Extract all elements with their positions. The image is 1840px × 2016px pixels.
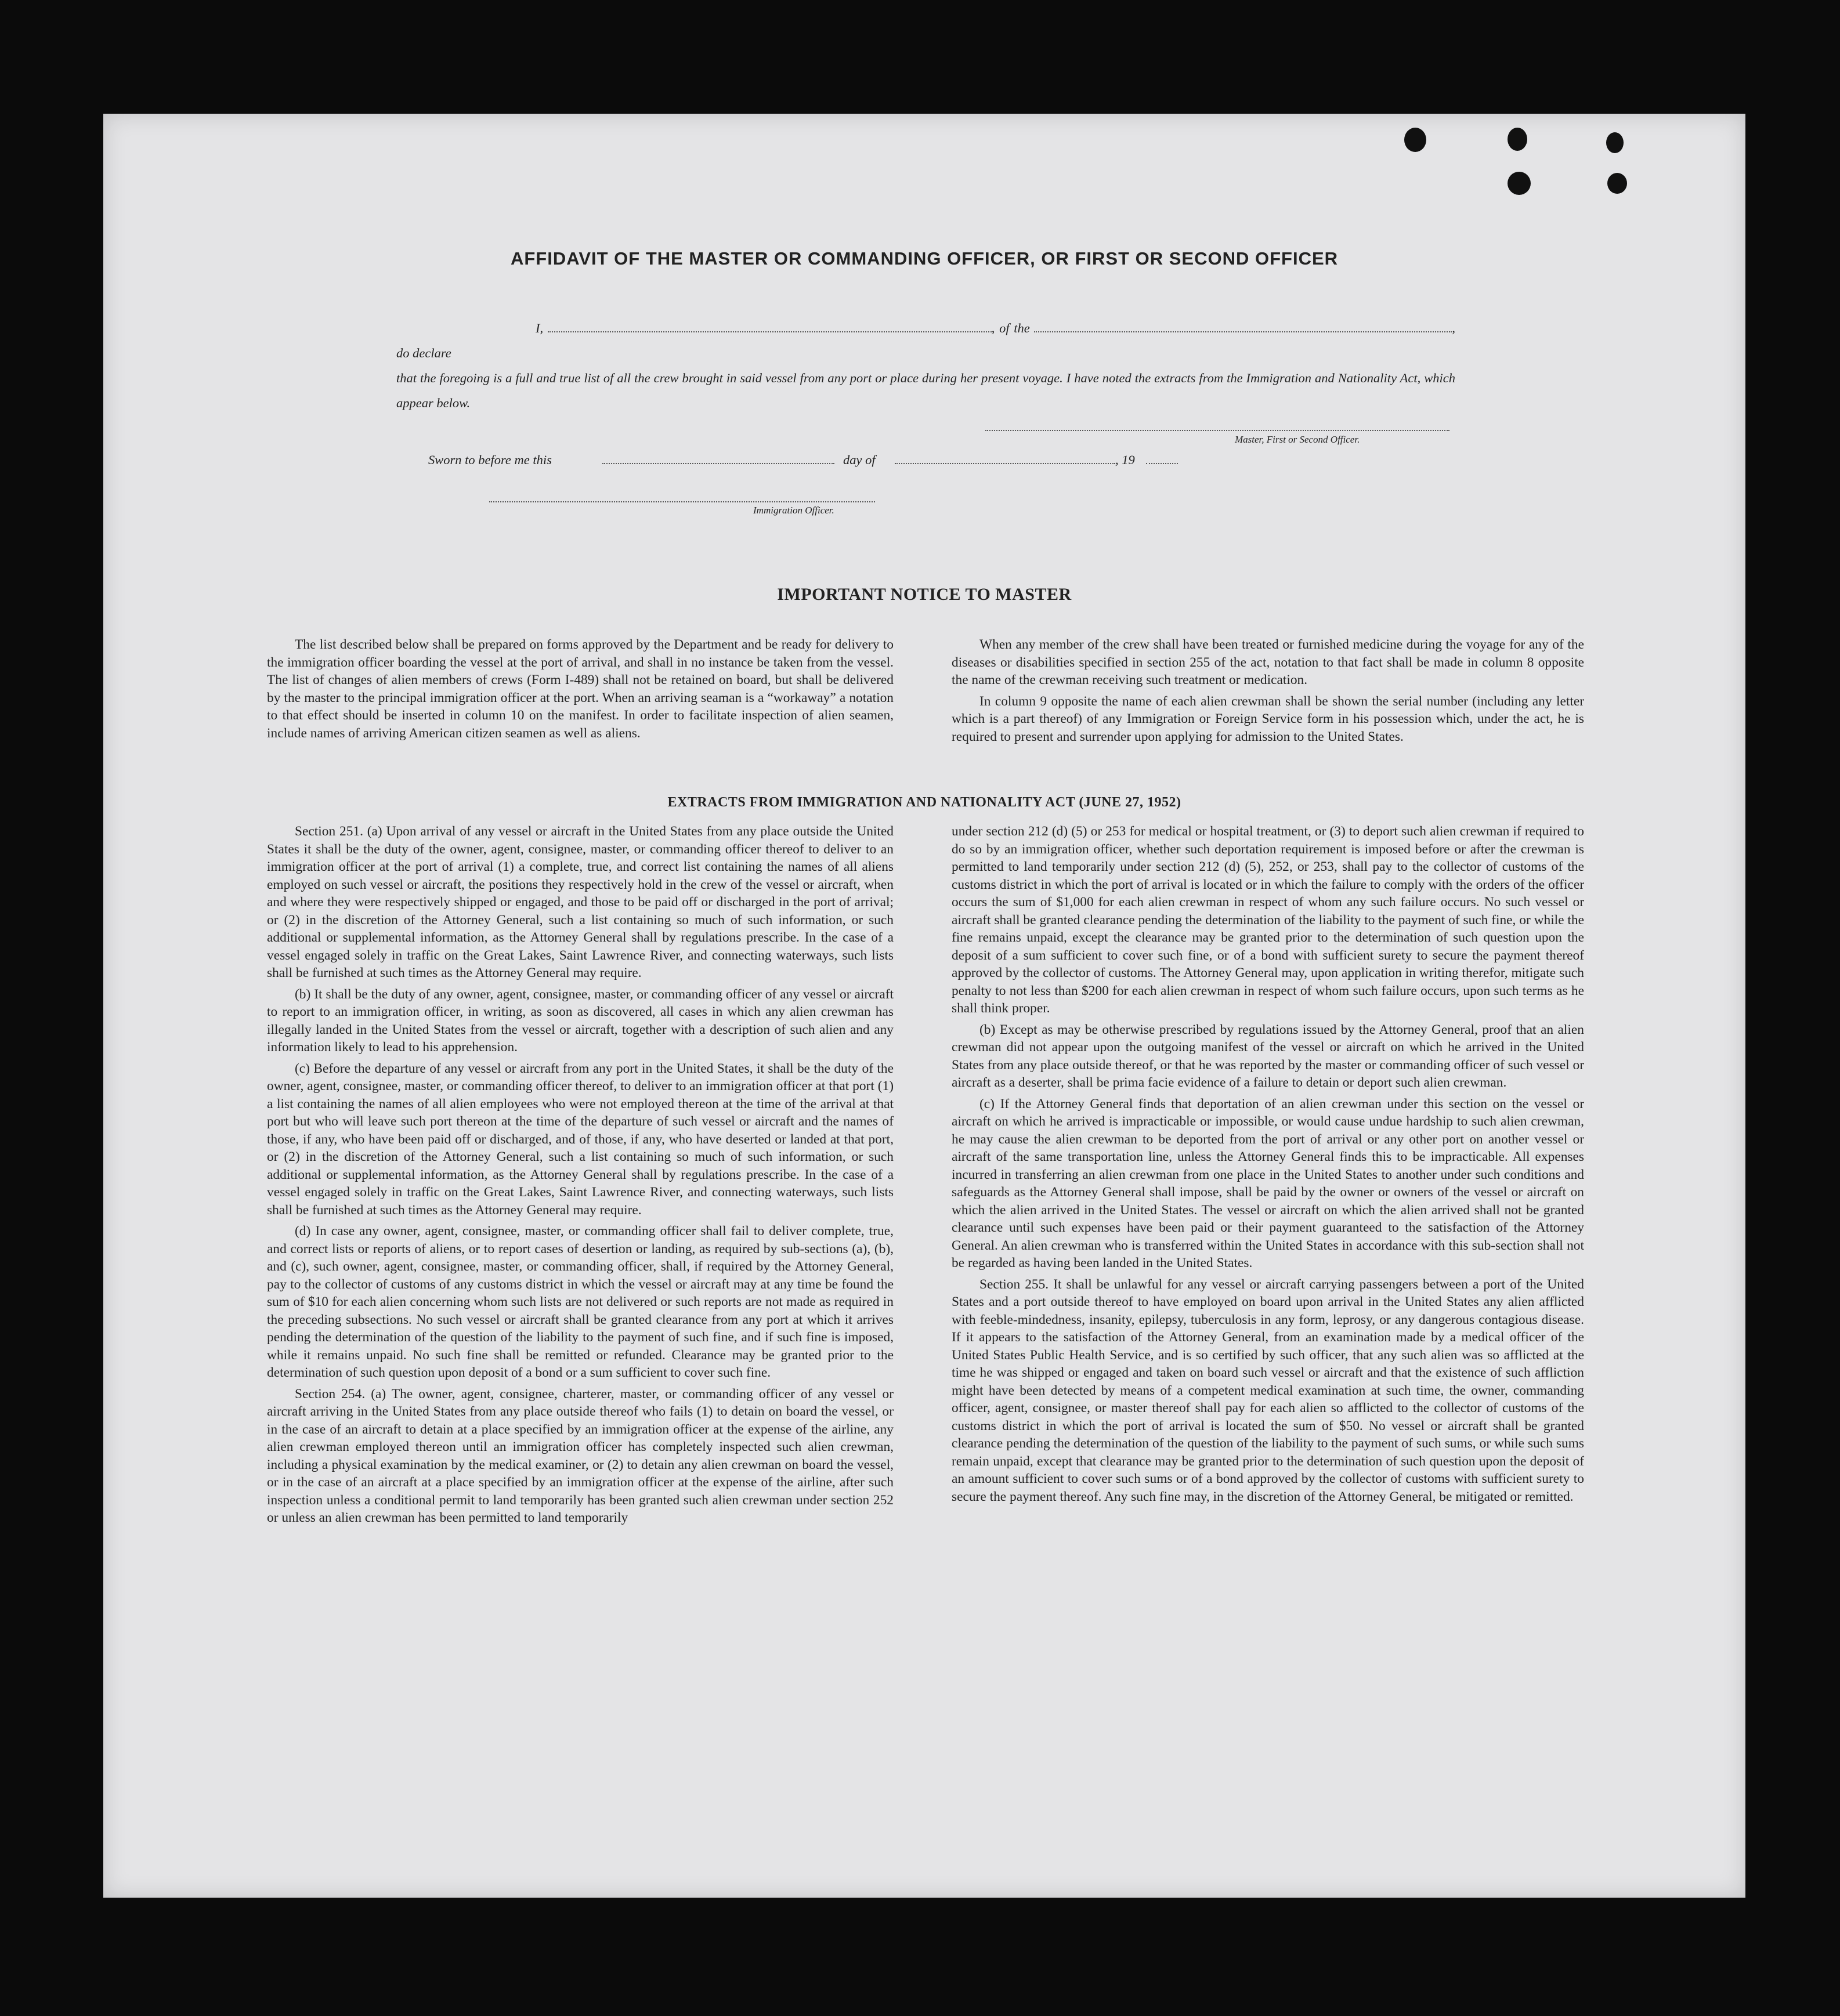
day-of-label: day of xyxy=(843,453,876,467)
extract-left-paragraph: Section 254. (a) The owner, agent, consignee, charterer, master, or commanding officer of any vessel or aircraft arriving in the United States from any place outside thereof who fails (1) to detain on board the vessel, or in the case of an aircraft to detain at a place specified by an immigration officer at the expense of the airline, any alien crewman employed thereon until an immigration officer has completely inspected such alien crewman, including a physical examination by the medical examiner, or (2) to detain any alien crewman on board the vessel, or in the case of an aircraft at a place specified by an immigration officer at the expense of the airline, after such inspection unless a conditional permit to land temporarily has been granted such alien crewman under section 252 or unless an alien crewman has been permitted to land temporarily xyxy=(267,1386,894,1525)
extracts-left-column xyxy=(267,823,894,1530)
extract-right-paragraph: Section 255. It shall be unlawful for any vessel or aircraft carrying passengers between a port of the United States and a port outside thereof to have employed on board upon arrival in the United States any alien afflicted with feeble-mindedness, insanity, epilepsy, tuberculosis in any form, leprosy, or any dangerous contagious disease. If it appears to the satisfaction of the Attorney General, from an examination made by a medical officer of the United States Public Health Service, and is so certified by such officer, that any such alien was so afflicted at the time he was shipped or engaged and taken on board such vessel or aircraft and that the existence of such affliction might have been detected by means of a competent medical examination at such time, the owner, commanding officer, agent, consignee, or master thereof shall pay for each alien so afflicted to the collector of customs of the customs district in which the port of arrival is located the sum of $50. No vessel or aircraft shall be granted clearance pending the determination of the question of the liability to the payment of such sums, or while such sums remain unpaid, except that clearance may be granted prior to the determination of such question upon the deposit of an amount sufficient to cover such sums or of a bond approved by the collector of customs with sufficient surety to secure the payment thereof. Any such fine may, in the discretion of the Attorney General, be mitigated or remitted. xyxy=(952,1276,1584,1504)
extracts-title: EXTRACTS FROM IMMIGRATION AND NATIONALITY ACT (JUNE 27, 1952) xyxy=(667,795,1181,810)
do-declare-label: , do declare xyxy=(396,321,1455,360)
extract-left-paragraph: Section 251. (a) Upon arrival of any vessel or aircraft in the United States from any place outside the United States it shall be the duty of the owner, agent, consignee, master, or commanding officer thereof to deliver to an immigration officer at the port of arrival (1) a complete, true, and correct list containing the names of all aliens employed on such vessel or aircraft, the positions they respectively hold in the crew of the vessel or aircraft, when and where they were respectively shipped or engaged, and those to be paid off or discharged in the port of arrival; or (2) in the discretion of the Attorney General, such a list containing so much of such information, or such additional or supplemental information, as the Attorney General shall by regulations prescribe. In the case of a vessel engaged solely in traffic on the Great Lakes, Saint Lawrence River, and connecting waterways, such lists shall be furnished at such times as the Attorney General may require. xyxy=(267,824,894,980)
officer-signature-line[interactable] xyxy=(489,501,875,502)
notice-right-paragraph-1: When any member of the crew shall have been treated or furnished medicine during the voyage for any of the diseases or disabilities specified in section 255 of the act, notation to that fact shall be made in column 8 opposite the name of the crewman receiving such treatment or medication. xyxy=(952,637,1584,687)
notice-title: IMPORTANT NOTICE TO MASTER xyxy=(777,585,1072,604)
extract-right-paragraph: (c) If the Attorney General finds that deportation of an alien crewman under this section on the vessel or aircraft on which he arrived is impracticable or impossible, or would cause undue hardship to such alien crewman, he may cause the alien crewman to be deported from the port of arrival or any other port on another vessel or aircraft of the same transportation line, unless the Attorney General finds this to be impracticable. All expenses incurred in transferring an alien crewman from one place in the United States to another under such conditions and safeguards as the Attorney General shall impose, shall be paid by the owner or owners of the vessel or aircraft on which the alien arrived in the United States. The vessel or aircraft on which the alien arrived shall not be granted clearance until such expenses have been paid or their payment guaranteed to the satisfaction of the Attorney General. An alien crewman who is transferred within the United States in accordance with this sub-section shall not be regarded as having been landed in the United States. xyxy=(952,1096,1584,1271)
punch-hole xyxy=(1404,128,1426,152)
master-caption: Master, First or Second Officer. xyxy=(1235,434,1360,445)
declaration-text: that the foregoing is a full and true list of all the crew brought in said vessel from any port or place during her present voyage. I have noted the extracts from the Immigration and Nationality Act, which appear below. xyxy=(396,371,1455,410)
officer-caption: Immigration Officer. xyxy=(753,505,834,516)
i-label: I, xyxy=(536,321,544,335)
extracts-right-column xyxy=(952,823,1584,1509)
sworn-day-field[interactable] xyxy=(602,463,834,464)
sworn-month-field[interactable] xyxy=(895,463,1115,464)
document-page xyxy=(103,114,1745,1898)
sworn-year-field[interactable] xyxy=(1146,463,1178,464)
extract-left-paragraph: (c) Before the departure of any vessel or aircraft from any port in the United States, it shall be the duty of the owner, agent, consignee, master, or commanding officer thereof, to deliver to an immigration officer at that port (1) a list containing the names of all alien employees who were not employed thereon at the time of the arrival at that port but who will leave such port thereon at the time of the departure of such vessel or aircraft and the names of those, if any, who have been paid off or discharged, and of those, if any, who have deserted or landed at that port, or (2) in the discretion of the Attorney General, such a list containing so much of such information, or such additional or supplemental information, as the Attorney General shall by regulations prescribe. In the case of a vessel engaged solely in traffic on the Great Lakes, Saint Lawrence River, and connecting waterways, such lists shall be furnished at such times as the Attorney General may require. xyxy=(267,1061,894,1218)
affidavit-declaration xyxy=(396,316,1455,415)
extract-right-paragraph: under section 212 (d) (5) or 253 for medical or hospital treatment, or (3) to deport such alien crewman if required to do so by an immigration officer, whether such deportation requirement is imposed before or after the crewman is permitted to land temporarily under section 212 (d) (5), 252, or 253, shall pay to the collector of customs of the customs district in which the port of arrival is located or in which the failure to comply with the orders of the officer occurs the sum of $1,000 for each alien crewman in respect of whom any such failure occurs. No such vessel or aircraft shall be granted clearance pending the determination of the liability to the payment of such fine, or while the fine remains unpaid, except the clearance may be granted prior to the determination of such question upon the deposit of a sum sufficient to cover such fine, or of a bond with sufficient surety to secure the payment thereof approved by the collector of customs. The Attorney General may, upon application in writing therefor, mitigate such penalty to not less than $200 for each alien crewman in respect of whom such failure occurs, upon such terms as he shall think proper. xyxy=(952,824,1584,1016)
notice-right-column xyxy=(952,636,1584,749)
punch-hole xyxy=(1607,173,1627,194)
notice-left-paragraph: The list described below shall be prepared on forms approved by the Department and be ready for delivery to the immigration officer boarding the vessel at the port of arrival, and shall in no instance be taken from the vessel. The list of changes of alien members of crews (Form I-489) shall not be retained on board, but shall be delivered by the master to the principal immigration officer at the port. When an arriving seaman is a “workaway” a notation to that effect should be inserted in column 10 on the manifest. In order to facilitate inspection of alien seamen, include names of arriving American citizen seamen as well as aliens. xyxy=(267,637,894,741)
name-field[interactable] xyxy=(548,321,992,332)
extract-right-paragraph: (b) Except as may be otherwise prescribed by regulations issued by the Attorney General, proof that an alien crewman did not appear upon the outgoing manifest of the vessel or aircraft on which he arrived in the United States from any place outside thereof, or that he was reported by the master or commanding officer of such vessel or aircraft as a deserter, shall be prima facie evidence of a failure to detain or deport such alien crewman. xyxy=(952,1022,1584,1090)
sworn-label: Sworn to before me this xyxy=(428,453,552,467)
year-label: , 19 xyxy=(1115,453,1135,467)
punch-hole xyxy=(1508,172,1531,195)
extract-left-paragraph: (b) It shall be the duty of any owner, agent, consignee, master, or commanding officer of any vessel or aircraft to report to an immigration officer, in writing, as soon as discovered, all cases in which any alien crewman has illegally landed in the United States from the vessel or aircraft, together with a description of such alien and any information likely to lead to his apprehension. xyxy=(267,986,894,1055)
vessel-field[interactable] xyxy=(1034,321,1452,332)
punch-hole xyxy=(1606,132,1624,153)
master-signature-line[interactable] xyxy=(985,430,1449,431)
extract-left-paragraph: (d) In case any owner, agent, consignee, master, or commanding officer shall fail to deliver complete, true, and correct lists or reports of aliens, or to report cases of desertion or landing, as required by sub-sections (a), (b), and (c), such owner, agent, consignee, master, or commanding officer, shall, if required by the Attorney General, pay to the collector of customs of any customs district in which the vessel or aircraft may at any time be found the sum of $10 for each alien concerning whom such lists are not delivered or such reports are not made as required in the preceding subsections. No such vessel or aircraft shall be granted clearance from any port at which it arrives pending the determination of the question of the liability to the payment of such fine, and if such fine is imposed, while it remains unpaid. No such fine shall be remitted or refunded. Clearance may be granted prior to the determination of such question upon deposit of a bond or a sum sufficient to cover such fine. xyxy=(267,1224,894,1380)
notice-left-column xyxy=(267,636,894,745)
notice-right-paragraph-2: In column 9 opposite the name of each alien crewman shall be shown the serial number (including any letter which is a part thereof) of any Immigration or Foreign Service form in his possession which, under the act, he is required to present and surrender upon applying for admission to the United States. xyxy=(952,693,1584,744)
of-the-label: , of the xyxy=(991,321,1030,335)
punch-hole xyxy=(1508,128,1527,151)
affidavit-title: AFFIDAVIT OF THE MASTER OR COMMANDING OFFICER, OR FIRST OR SECOND OFFICER xyxy=(510,248,1339,269)
